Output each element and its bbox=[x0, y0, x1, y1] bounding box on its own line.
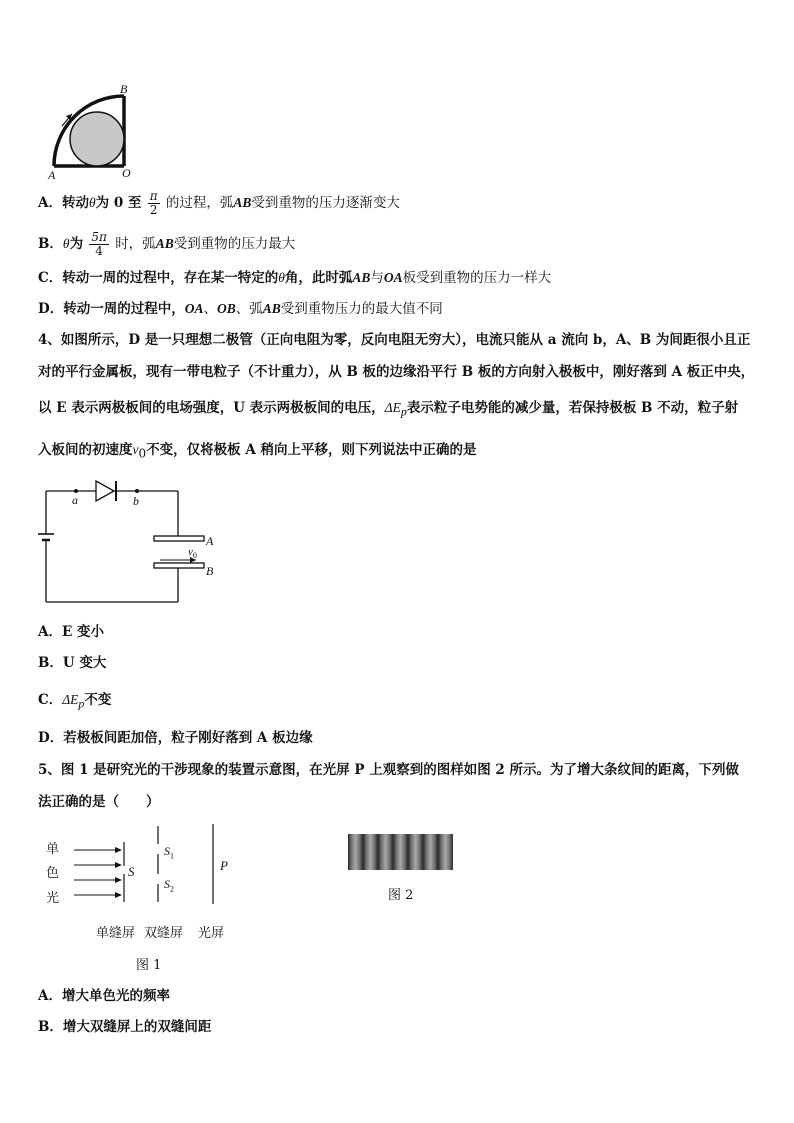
label-plate-b: B bbox=[206, 564, 214, 578]
q5-option-a: A．增大单色光的频率 bbox=[38, 988, 170, 1004]
fringe-band bbox=[348, 834, 453, 870]
label-o: O bbox=[122, 166, 131, 180]
q3-option-c: C．转动一周的过程中，存在某一特定的θ角，此时弧AB与OA板受到重物的压力一样大 bbox=[38, 270, 552, 286]
weight-ball bbox=[70, 112, 124, 166]
interference-fringes bbox=[348, 834, 456, 874]
node-b bbox=[135, 489, 139, 493]
label-s: S bbox=[128, 864, 135, 879]
caption-double-slit: 双缝屏 bbox=[144, 926, 184, 941]
figure-1-title: 图 1 bbox=[136, 958, 162, 973]
q5-stem-line-2: 法正确的是（ ） bbox=[38, 794, 160, 810]
plate-a bbox=[154, 536, 204, 541]
label-v0: $v_0$ bbox=[188, 546, 197, 561]
label-b: B bbox=[120, 82, 128, 96]
plate-b bbox=[154, 563, 204, 568]
label-s2: $S_2$ bbox=[164, 877, 174, 894]
q4-option-b: B．U 变大 bbox=[38, 655, 107, 671]
fraction-5pi-4: $\frac{5\pi}{4}$ bbox=[91, 230, 107, 258]
label-s1: $S_1$ bbox=[164, 844, 174, 861]
label-b-node: b bbox=[133, 494, 139, 508]
q4-stem-line-3: 以 E 表示两极板间的电场强度，U 表示两极板间的电压，$\Delta E_p$表示粒子电势能的减少量，若保持极板 B 不动，粒子射 bbox=[38, 400, 739, 419]
fraction-pi-2: $\frac{\pi}{2}$ bbox=[149, 189, 158, 217]
label-light-1: 单 bbox=[46, 842, 60, 857]
diode-capacitor-circuit bbox=[36, 474, 226, 609]
q5-option-b: B．增大双缝屏上的双缝间距 bbox=[38, 1019, 212, 1035]
q4-option-d: D．若极板间距加倍，粒子刚好落到 A 板边缘 bbox=[38, 730, 313, 746]
figure-2-title: 图 2 bbox=[388, 888, 414, 903]
q4-stem-line-2: 对的平行金属板，现有一带电粒子（不计重力），从 B 板的边缘沿平行 B 板的方向射入极板中，刚好落到 A 板正中央， bbox=[38, 364, 755, 380]
q4-circuit-figure bbox=[36, 474, 226, 609]
q5-figure-2 bbox=[348, 834, 456, 906]
label-plate-a: A bbox=[206, 534, 214, 548]
q4-option-a: A．E 变小 bbox=[38, 624, 104, 640]
q5-figure-1 bbox=[40, 822, 240, 972]
label-a-node: a bbox=[72, 493, 78, 507]
label-a: A bbox=[48, 168, 56, 182]
q3-option-a: A．转动θ为 0 至 $\frac{\pi}{2}$ 的过程，弧AB受到重物的压力逐渐变大 bbox=[38, 189, 400, 217]
q3-option-d: D．转动一周的过程中，OA、OB、弧AB受到重物压力的最大值不同 bbox=[38, 301, 443, 317]
q5-stem-line-1: 5、图 1 是研究光的干涉现象的装置示意图，在光屏 P 上观察到的图样如图 2 所示。为了增大条纹间的距离，下列做 bbox=[38, 762, 740, 778]
q4-stem-line-1: 4、如图所示，D 是一只理想二极管（正向电阻为零，反向电阻无穷大），电流只能从 a 流向 b，A、B 为间距很小且正 bbox=[38, 332, 751, 348]
caption-single-slit: 单缝屏 bbox=[96, 926, 136, 941]
diode-symbol bbox=[96, 481, 114, 501]
q4-option-c: C．$\Delta E_p$不变 bbox=[38, 692, 112, 711]
label-light-2: 色 bbox=[46, 866, 60, 881]
caption-light-screen: 光屏 bbox=[198, 926, 225, 941]
label-p: P bbox=[220, 858, 228, 873]
label-light-3: 光 bbox=[46, 891, 60, 906]
q4-stem-line-4: 入板间的初速度$v_0$不变，仅将极板 A 稍向上平移，则下列说法中正确的是 bbox=[38, 442, 477, 461]
q3-figure bbox=[40, 80, 140, 180]
q3-option-b: B．θ为 $\frac{5\pi}{4}$ 时，弧AB受到重物的压力最大 bbox=[38, 230, 296, 258]
